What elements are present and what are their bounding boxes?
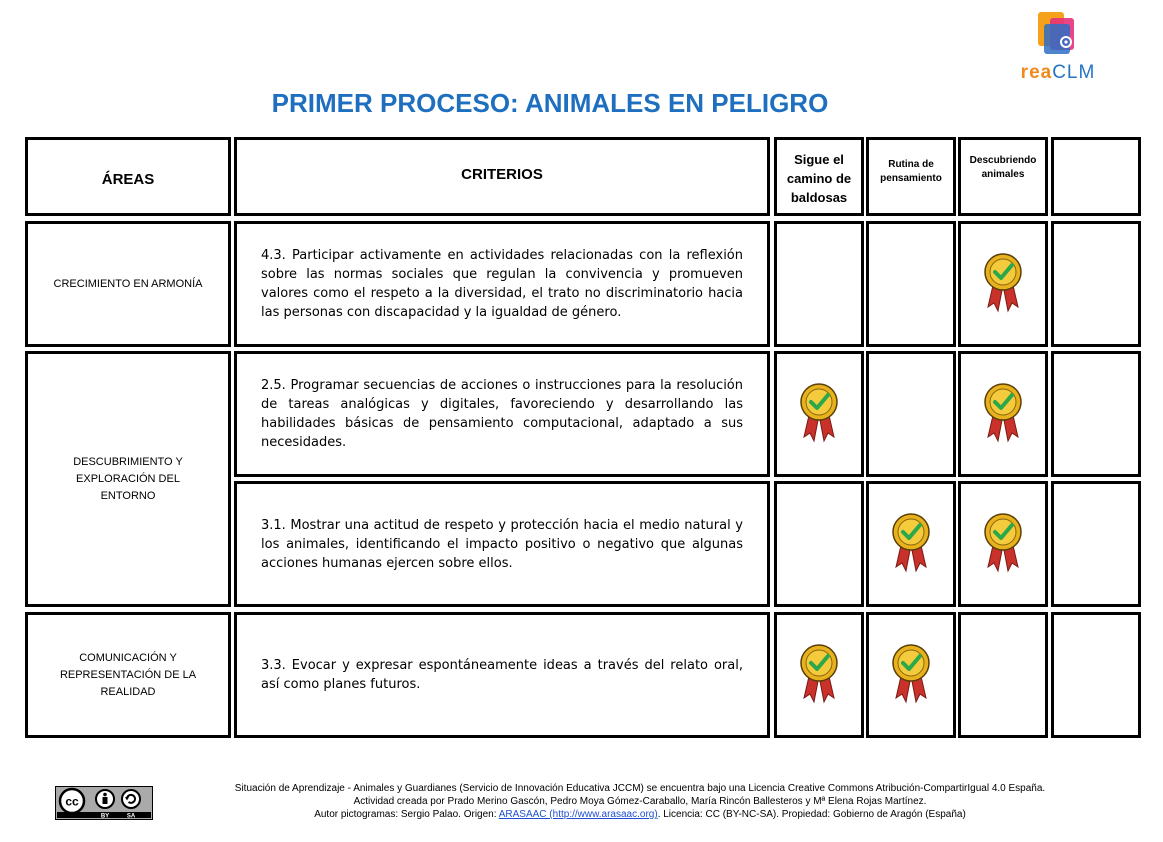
- check-cell: [866, 221, 956, 347]
- award-medal-icon: [798, 644, 840, 706]
- criterion-text: 2.5. Programar secuencias de acciones o instrucciones para la resolución de tareas analógicas y digitales, favoreciendo y desarrollando las habilidades básicas de pensamiento computacional, adaptado a sus necesidades.: [261, 378, 743, 450]
- criterion-text: 4.3. Participar activamente en actividades relacionadas con la reflexión sobre las normas sociales que regulan la convivencia y promueven valores como el respeto a la diversidad, el trato no discriminatorio hacia las personas con discapacidad y la igualdad de género.: [261, 248, 743, 320]
- footer-line-3-suffix: . Licencia: CC (BY-NC-SA). Propiedad: Gobierno de Aragón (España): [657, 809, 966, 820]
- check-cell: [1051, 351, 1141, 477]
- footer-line-3-prefix: Autor pictogramas: Sergio Palao. Origen:: [314, 809, 499, 820]
- award-medal-icon: [890, 644, 932, 706]
- criterion-2-5: [234, 351, 770, 477]
- check-cell: [958, 612, 1048, 738]
- header-sigue-camino: Sigue el camino de baldosas: [774, 137, 864, 216]
- area-comunicacion: COMUNICACIÓN Y REPRESENTACIÓN DE LA REALIDAD: [25, 612, 231, 738]
- cc-by-sa-icon: [55, 786, 153, 820]
- criterion-3-3: [234, 612, 770, 738]
- footer-license: [160, 782, 1120, 821]
- award-medal-icon: [798, 383, 840, 445]
- header-empty: [1051, 137, 1141, 216]
- check-cell: [1051, 481, 1141, 607]
- check-cell: [866, 351, 956, 477]
- criterion-3-1: [234, 481, 770, 607]
- page-title: PRIMER PROCESO: ANIMALES EN PELIGRO: [271, 88, 829, 118]
- footer-line-1: Situación de Aprendizaje - Animales y Guardianes (Servicio de Innovación Educativa JCCM) se encuentra bajo una Licencia Creative Commons Atribución-CompartirIgual 4.0 España.: [234, 783, 1046, 794]
- footer-line-2: Actividad creada por Prado Merino Gascón, Pedro Moya Gómez-Caraballo, María Rincón Ballesteros y Mª Elena Rojas Martínez.: [353, 796, 927, 807]
- check-cell: [958, 221, 1048, 347]
- cc-sa-label: SA: [126, 813, 136, 820]
- header-rutina: Rutina de pensamiento: [866, 137, 956, 216]
- award-medal-icon: [890, 513, 932, 575]
- check-cell: [958, 481, 1048, 607]
- header-criterios: CRITERIOS: [234, 137, 770, 216]
- reaclm-logo-icon: [1006, 8, 1110, 64]
- check-cell: [866, 612, 956, 738]
- check-cell: [774, 221, 864, 347]
- criterion-text: 3.1. Mostrar una actitud de respeto y protección hacia el medio natural y los animales, identificando el impacto positivo o negativo que algunas acciones humanas ejercen sobre ellos.: [261, 517, 743, 571]
- area-descubrimiento: DESCUBRIMIENTO Y EXPLORACIÓN DEL ENTORNO: [25, 351, 231, 607]
- svg-text:cc: cc: [65, 794, 79, 809]
- check-cell: [958, 351, 1048, 477]
- check-cell: [1051, 612, 1141, 738]
- check-cell: [774, 612, 864, 738]
- check-cell: [866, 481, 956, 607]
- header-areas: ÁREAS: [25, 137, 231, 216]
- reaclm-logo: [1006, 8, 1110, 84]
- area-crecimiento: CRECIMIENTO EN ARMONÍA: [25, 221, 231, 347]
- cc-by-label: BY: [100, 813, 110, 820]
- arasaac-link[interactable]: ARASAAC (http://www.arasaac.org): [498, 809, 658, 820]
- check-cell: [1051, 221, 1141, 347]
- header-descubriendo: Descubriendo animales: [958, 137, 1048, 216]
- check-cell: [774, 351, 864, 477]
- criterion-4-3: [234, 221, 770, 347]
- footer-line-3: [160, 808, 1120, 821]
- criterion-text: 3.3. Evocar y expresar espontáneamente ideas a través del relato oral, así como planes futuros.: [261, 658, 743, 692]
- check-cell: [774, 481, 864, 607]
- logo-wordmark-clm: CLM: [1052, 62, 1096, 83]
- award-medal-icon: [982, 253, 1024, 315]
- logo-wordmark: [1006, 62, 1110, 84]
- award-medal-icon: [982, 513, 1024, 575]
- award-medal-icon: [982, 383, 1024, 445]
- logo-wordmark-rea: rea: [1020, 62, 1053, 83]
